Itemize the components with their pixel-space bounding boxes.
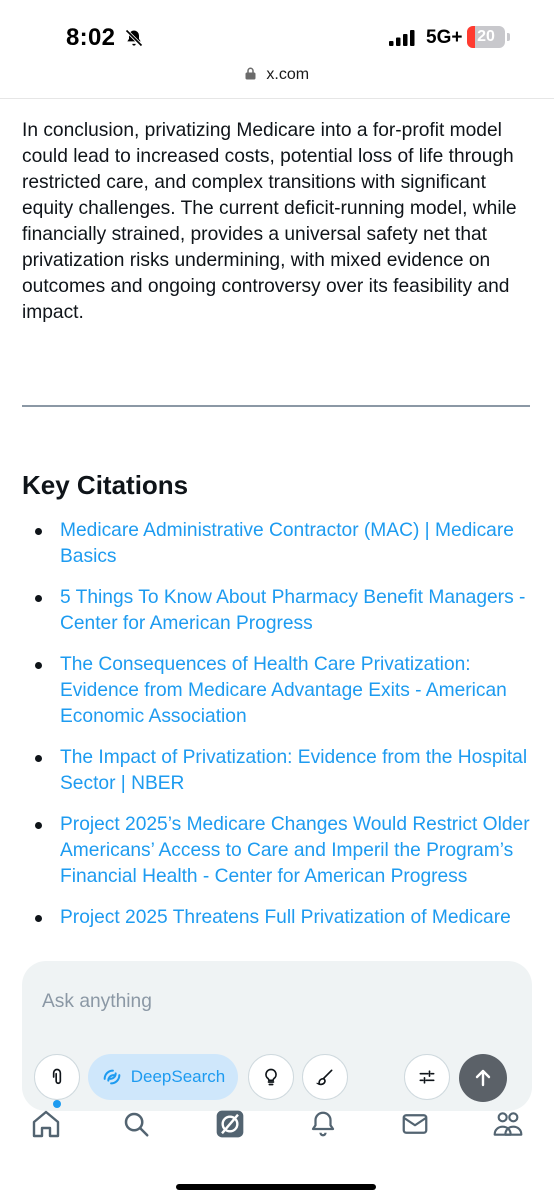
- mail-icon: [400, 1109, 430, 1139]
- citations-heading: Key Citations: [22, 470, 189, 500]
- network-type: 5G+: [426, 27, 463, 48]
- tab-notifications[interactable]: [305, 1106, 341, 1142]
- citation-link-project-2025-changes[interactable]: Project 2025’s Medicare Changes Would Restrict Older Americans’ Access to Care and Imperil the Program’s Financial Health - Center for American Progress: [60, 814, 530, 887]
- home-indicator: [176, 1184, 376, 1190]
- bullet-icon: [35, 915, 42, 922]
- ask-input[interactable]: [42, 987, 502, 1017]
- deepsearch-icon: [101, 1066, 123, 1088]
- citation-link-nber[interactable]: The Impact of Privatization: Evidence from the Hospital Sector | NBER: [60, 747, 528, 794]
- battery-level: 20: [477, 28, 495, 45]
- composer: [22, 961, 532, 1111]
- communities-icon: [492, 1108, 524, 1140]
- citation-item: [22, 585, 534, 637]
- citation-item: [22, 905, 534, 931]
- attach-icon: [47, 1067, 67, 1087]
- url-bar[interactable]: [0, 66, 554, 96]
- status-bar: [0, 0, 554, 64]
- notification-dot: [53, 1100, 61, 1108]
- deepsearch-button[interactable]: [88, 1054, 238, 1100]
- attach-button[interactable]: [34, 1054, 80, 1100]
- tab-grok[interactable]: [212, 1106, 248, 1142]
- battery-icon: [467, 26, 511, 48]
- citations-list: [22, 518, 534, 946]
- tab-messages[interactable]: [397, 1106, 433, 1142]
- send-button[interactable]: [459, 1054, 507, 1102]
- bell-slash-icon: [124, 28, 144, 48]
- bullet-icon: [35, 755, 42, 762]
- signal-icon: [389, 30, 415, 46]
- citation-link-mac[interactable]: Medicare Administrative Contractor (MAC) | Medicare Basics: [60, 520, 514, 567]
- citation-link-pbm[interactable]: 5 Things To Know About Pharmacy Benefit Managers - Center for American Progress: [60, 587, 526, 634]
- citation-item: [22, 745, 534, 797]
- home-icon: [30, 1108, 62, 1140]
- article-content: [22, 118, 534, 326]
- tab-bar: [0, 1098, 554, 1158]
- citation-link-aea[interactable]: The Consequences of Health Care Privatization: Evidence from Medicare Advantage Exits - American Economic Association: [60, 654, 507, 727]
- tab-home[interactable]: [28, 1106, 64, 1142]
- section-divider: [22, 405, 530, 407]
- think-button[interactable]: [248, 1054, 294, 1100]
- bullet-icon: [35, 822, 42, 829]
- sliders-icon: [417, 1067, 437, 1087]
- search-icon: [121, 1109, 151, 1139]
- tab-communities[interactable]: [490, 1106, 526, 1142]
- lightbulb-icon: [261, 1067, 281, 1087]
- bell-icon: [308, 1109, 338, 1139]
- brush-icon: [315, 1067, 335, 1087]
- bullet-icon: [35, 662, 42, 669]
- citation-item: [22, 652, 534, 730]
- bullet-icon: [35, 528, 42, 535]
- tab-search[interactable]: [118, 1106, 154, 1142]
- citation-item: [22, 812, 534, 890]
- arrow-up-icon: [471, 1066, 495, 1090]
- status-time: 8:02: [66, 24, 116, 51]
- grok-icon: [214, 1108, 246, 1140]
- citation-item: [22, 518, 534, 570]
- deepsearch-label: DeepSearch: [130, 1067, 226, 1086]
- top-divider: [0, 98, 554, 99]
- bullet-icon: [35, 595, 42, 602]
- citation-link-project-2025-threatens[interactable]: Project 2025 Threatens Full Privatization of Medicare: [60, 907, 511, 928]
- lock-icon: [245, 67, 256, 80]
- settings-button[interactable]: [404, 1054, 450, 1100]
- url-text: x.com: [266, 66, 310, 83]
- draw-button[interactable]: [302, 1054, 348, 1100]
- conclusion-paragraph: In conclusion, privatizing Medicare into a for-profit model could lead to increased costs, potential loss of life through restricted care, and complex transitions with significant equity challenges. The current deficit-running model, while financially strained, provides a universal safety net that privatization risks undermining, with mixed evidence on outcomes and ongoing controversy over its feasibility and impact.: [22, 120, 517, 323]
